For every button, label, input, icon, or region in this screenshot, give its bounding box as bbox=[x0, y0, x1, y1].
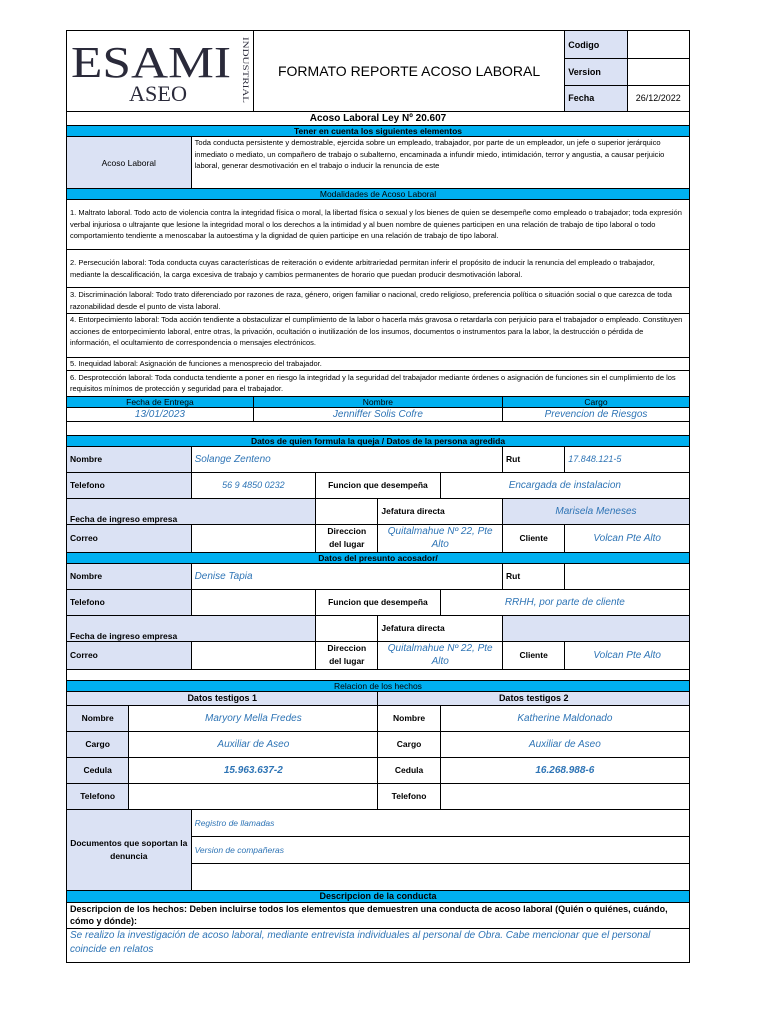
law-title: Acoso Laboral Ley Nº 20.607 bbox=[67, 112, 690, 126]
testigo1-nombre[interactable]: Maryory Mella Fredes bbox=[129, 705, 378, 731]
agredida-header: Datos de quien formula la queja / Datos de la persona agredida bbox=[67, 435, 690, 446]
acosador-jefatura-label: Jefatura directa bbox=[378, 615, 503, 641]
testigo1-cedula[interactable]: 15.963.637-2 bbox=[129, 757, 378, 783]
acosador-funcion[interactable]: RRHH, por parte de cliente bbox=[440, 589, 689, 615]
acosador-direccion-label bbox=[316, 641, 378, 669]
acosador-funcion-label: Funcion que desempeña bbox=[316, 589, 441, 615]
fecha-label: Fecha bbox=[565, 85, 627, 111]
modalidad-5: 5. Inequidad laboral: Asignación de funciones a menosprecio del trabajador. bbox=[67, 358, 690, 371]
testigo2-cedula[interactable]: 16.268.988-6 bbox=[440, 757, 689, 783]
direccion-label-line-1: Direccion bbox=[327, 526, 367, 536]
codigo-value[interactable] bbox=[627, 31, 689, 59]
documento-1[interactable]: Registro de llamadas bbox=[191, 809, 689, 836]
testigo1-cargo-label: Cargo bbox=[67, 731, 129, 757]
acosador-telefono[interactable] bbox=[191, 589, 316, 615]
acoso-definition: Toda conducta persistente y demostrable, ejercida sobre un empleado, trabajador, por parte de un empleador, un jefe o superior jerárquico inmediato o mediato, un compañero de trabajo o subalterno, encaminada a infundir miedo, intimidación, terror y angustia, a causar perjuicio laboral, generar desmotivación en el trabajo o inducir la renuncia de este bbox=[191, 137, 689, 189]
form-table bbox=[66, 30, 690, 963]
logo-bottom-text: ASEO bbox=[129, 81, 187, 106]
agredida-cliente[interactable]: Volcan Pte Alto bbox=[565, 524, 690, 552]
company-logo bbox=[67, 31, 254, 112]
agredida-rut-label: Rut bbox=[502, 446, 564, 472]
fecha-value[interactable]: 26/12/2022 bbox=[627, 85, 689, 111]
acosador-correo-label: Correo bbox=[67, 641, 192, 669]
logo-side-text: INDUSTRIAL bbox=[241, 37, 250, 85]
documento-3[interactable] bbox=[191, 863, 689, 890]
agredida-funcion[interactable]: Encargada de instalacion bbox=[440, 472, 689, 498]
acosador-ingreso[interactable] bbox=[316, 615, 378, 641]
modalidad-2: 2. Persecución laboral: Toda conducta cuyas características de reiteración o evidente arbitrariedad permitan inferir el propósito de inducir la renuncia del empleado o trabajador, mediante la descalificación, la carga excesiva de trabajo y cambios permanentes de horario que puedan producir desmotivación laboral. bbox=[67, 250, 690, 288]
testigo1-telefono[interactable] bbox=[129, 783, 378, 809]
testigo2-cedula-label: Cedula bbox=[378, 757, 440, 783]
acosador-ingreso-label: Fecha de ingreso empresa bbox=[67, 615, 316, 641]
acosador-telefono-label: Telefono bbox=[67, 589, 192, 615]
form-title: FORMATO REPORTE ACOSO LABORAL bbox=[253, 31, 564, 112]
acosador-direccion[interactable]: Quitalmahue Nº 22, Pte Alto bbox=[378, 641, 503, 669]
report-form bbox=[66, 30, 690, 1024]
documento-2[interactable]: Version de compañeras bbox=[191, 836, 689, 863]
acosador-jefatura[interactable] bbox=[502, 615, 689, 641]
testigo2-telefono[interactable] bbox=[440, 783, 689, 809]
modalidad-4: 4. Entorpecimiento laboral: Toda acción tendiente a obstaculizar el cumplimiento de la labor o hacerla más gravosa o retardarla con perjuicio para el trabajador o empleado. Constituyen acciones de entorpecimiento laboral, entre otras, la privación, ocultación o inutilización de los insumos, documentos o instrumentos para la labor, la destrucción o pérdida de información, el ocultamiento de correspondencia o mensajes electrónicos. bbox=[67, 314, 690, 358]
testigo1-header: Datos testigos 1 bbox=[67, 691, 378, 705]
acosador-cliente[interactable]: Volcan Pte Alto bbox=[565, 641, 690, 669]
agredida-cliente-label: Cliente bbox=[502, 524, 564, 552]
direccion-label-line-2: del lugar bbox=[329, 656, 365, 666]
documentos-label: Documentos que soportan la denuncia bbox=[67, 809, 192, 890]
acosador-cliente-label: Cliente bbox=[502, 641, 564, 669]
testigo2-cargo-label: Cargo bbox=[378, 731, 440, 757]
esami-logo bbox=[67, 31, 253, 109]
testigo2-nombre-label: Nombre bbox=[378, 705, 440, 731]
agredida-ingreso-label: Fecha de ingreso empresa bbox=[67, 498, 316, 524]
agredida-direccion[interactable]: Quitalmahue Nº 22, Pte Alto bbox=[378, 524, 503, 552]
entrega-cargo-header: Cargo bbox=[502, 396, 689, 407]
agredida-correo-label: Correo bbox=[67, 524, 192, 552]
modalidad-1: 1. Maltrato laboral. Todo acto de violencia contra la integridad física o moral, la libertad física o sexual y los bienes de quien se desempeñe como empleado o trabajador; toda expresión verbal injuriosa o ultrajante que lesione la integridad moral o los derechos a la intimidad y al buen nombre de quienes participen en una relación de trabajo de tipo laboral o todo comportamiento tendiente a menoscabar la autoestima y la dignidad de quien participe en una relación de trabajo de tipo laboral. bbox=[67, 200, 690, 250]
entrega-cargo[interactable]: Prevencion de Riesgos bbox=[502, 407, 689, 421]
descripcion-text[interactable]: Se realizo la investigación de acoso laboral, mediante entrevista individuales al personal de Obra. Cabe mencionar que el personal coincide en relatos bbox=[67, 928, 690, 962]
agredida-nombre-label: Nombre bbox=[67, 446, 192, 472]
descripcion-label: Descripcion de los hechos: Deben incluirse todos los elementos que demuestren una conducta de acoso laboral (Quién o quiénes, cuándo, cómo y dónde): bbox=[67, 902, 690, 928]
modalidades-header: Modalidades de Acoso Laboral bbox=[67, 189, 690, 200]
spacer-row bbox=[67, 421, 690, 435]
agredida-telefono[interactable]: 56 9 4850 0232 bbox=[191, 472, 316, 498]
entrega-nombre-header: Nombre bbox=[253, 396, 502, 407]
conducta-header: Descripcion de la conducta bbox=[67, 890, 690, 902]
acoso-label: Acoso Laboral bbox=[67, 137, 192, 189]
entrega-nombre[interactable]: Jenniffer Solis Cofre bbox=[253, 407, 502, 421]
modalidad-6: 6. Desprotección laboral: Toda conducta tendiente a poner en riesgo la integridad y la seguridad del trabajador mediante órdenes o asignación de funciones sin el cumplimiento de los requisitos mínimos de protección y seguridad para el trabajador. bbox=[67, 370, 690, 396]
testigo1-cedula-label: Cedula bbox=[67, 757, 129, 783]
version-value[interactable] bbox=[627, 59, 689, 85]
testigo1-telefono-label: Telefono bbox=[67, 783, 129, 809]
entrega-fecha[interactable]: 13/01/2023 bbox=[67, 407, 254, 421]
testigo2-telefono-label: Telefono bbox=[378, 783, 440, 809]
version-label: Version bbox=[565, 59, 627, 85]
agredida-telefono-label: Telefono bbox=[67, 472, 192, 498]
elements-header: Tener en cuenta los siguientes elementos bbox=[67, 126, 690, 137]
modalidad-3: 3. Discriminación laboral: Todo trato diferenciado por razones de raza, género, origen familiar o nacional, credo religioso, preferencia política o situación social o que carezca de toda razonabilidad desde el punto de vista laboral. bbox=[67, 288, 690, 314]
acosador-nombre[interactable]: Denise Tapia bbox=[191, 563, 502, 589]
agredida-direccion-label bbox=[316, 524, 378, 552]
logo-top-text: ESAMI bbox=[71, 38, 231, 87]
testigo2-header: Datos testigos 2 bbox=[378, 691, 690, 705]
direccion-label-line-2: del lugar bbox=[329, 539, 365, 549]
testigo1-cargo[interactable]: Auxiliar de Aseo bbox=[129, 731, 378, 757]
acosador-nombre-label: Nombre bbox=[67, 563, 192, 589]
agredida-funcion-label: Funcion que desempeña bbox=[316, 472, 441, 498]
acosador-header: Datos del presunto acosador/ bbox=[67, 552, 690, 563]
codigo-label: Codigo bbox=[565, 31, 627, 59]
agredida-jefatura[interactable]: Marisela Meneses bbox=[502, 498, 689, 524]
testigo2-nombre[interactable]: Katherine Maldonado bbox=[440, 705, 689, 731]
hechos-header: Relacion de los hechos bbox=[67, 680, 690, 691]
testigo1-nombre-label: Nombre bbox=[67, 705, 129, 731]
acosador-rut-label: Rut bbox=[502, 563, 564, 589]
agredida-jefatura-label: Jefatura directa bbox=[378, 498, 503, 524]
agredida-correo[interactable] bbox=[191, 524, 316, 552]
spacer-row bbox=[67, 669, 690, 680]
direccion-label-line-1: Direccion bbox=[327, 643, 367, 653]
agredida-rut[interactable]: 17.848.121-5 bbox=[565, 446, 690, 472]
acosador-rut[interactable] bbox=[565, 563, 690, 589]
entrega-fecha-header: Fecha de Entrega bbox=[67, 396, 254, 407]
agredida-nombre[interactable]: Solange Zenteno bbox=[191, 446, 502, 472]
acosador-correo[interactable] bbox=[191, 641, 316, 669]
agredida-ingreso[interactable] bbox=[316, 498, 378, 524]
testigo2-cargo[interactable]: Auxiliar de Aseo bbox=[440, 731, 689, 757]
